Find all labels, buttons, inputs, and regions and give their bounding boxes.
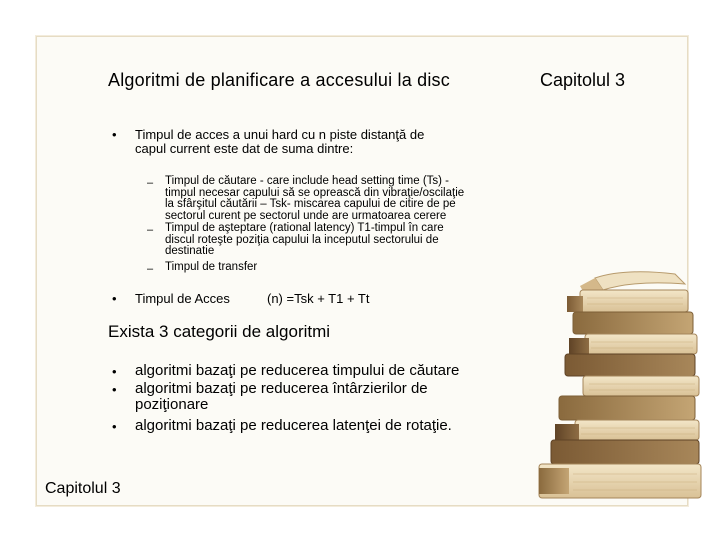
footer-chapter-label: Capitolul 3 — [45, 480, 121, 497]
category-item-3: algoritmi bazaţi pe reducerea latenţei de rotaţie. — [135, 417, 452, 434]
bullet-marker: • — [112, 127, 117, 142]
book-stack-image — [525, 268, 705, 504]
bullet-marker: • — [112, 291, 117, 306]
bullet2-label: Timpul de Acces — [135, 291, 230, 306]
subitem3-line1: Timpul de transfer — [165, 261, 258, 273]
dash-marker: – — [147, 263, 154, 275]
category-item-2: algoritmi bazaţi pe reducerea întârzierilor de — [135, 380, 428, 397]
subitem1-line4: sectorul curent pe sectorul unde are urmatoarea cerere — [165, 209, 447, 222]
chapter-label: Capitolul 3 — [540, 70, 626, 90]
category-item-1: algoritmi bazaţi pe reducerea timpului de căutare — [135, 362, 460, 379]
category-item-2-cont: poziţionare — [135, 396, 209, 413]
subitem2-line1: Timpul de aşteptare (rational latency) T1-timpul în care — [165, 222, 444, 234]
slide-title: Algoritmi de planificare a accesului la disc — [108, 70, 450, 90]
subitem1-line3: la sfârşitul căutării – Tsk- miscarea capului de citire de pe — [165, 198, 456, 210]
bullet-marker: • — [112, 382, 117, 397]
subitem2-line2: discul roteşte poziţia capului la inceputul sectorului de — [165, 233, 439, 246]
subitem2-line3: destinatie — [165, 245, 215, 257]
dash-marker: – — [147, 224, 154, 236]
categories-heading: Exista 3 categorii de algoritmi — [108, 322, 331, 341]
bullet1-line2: capul current este dat de suma dintre: — [135, 141, 354, 156]
bullet1-line1: Timpul de acces a unui hard cu n piste distanţă de — [135, 127, 425, 142]
bullet-marker: • — [112, 364, 117, 379]
bullet-marker: • — [112, 419, 117, 434]
dash-marker: – — [147, 177, 154, 189]
subitem1-line2: timpul necesar capului să se oprească din vibraţie/oscilaţie — [165, 186, 465, 199]
subitem1-line1: Timpul de căutare - care include head setting time (Ts) - — [165, 175, 450, 187]
bullet2-formula: (n) =Tsk + T1 + Tt — [267, 291, 370, 306]
